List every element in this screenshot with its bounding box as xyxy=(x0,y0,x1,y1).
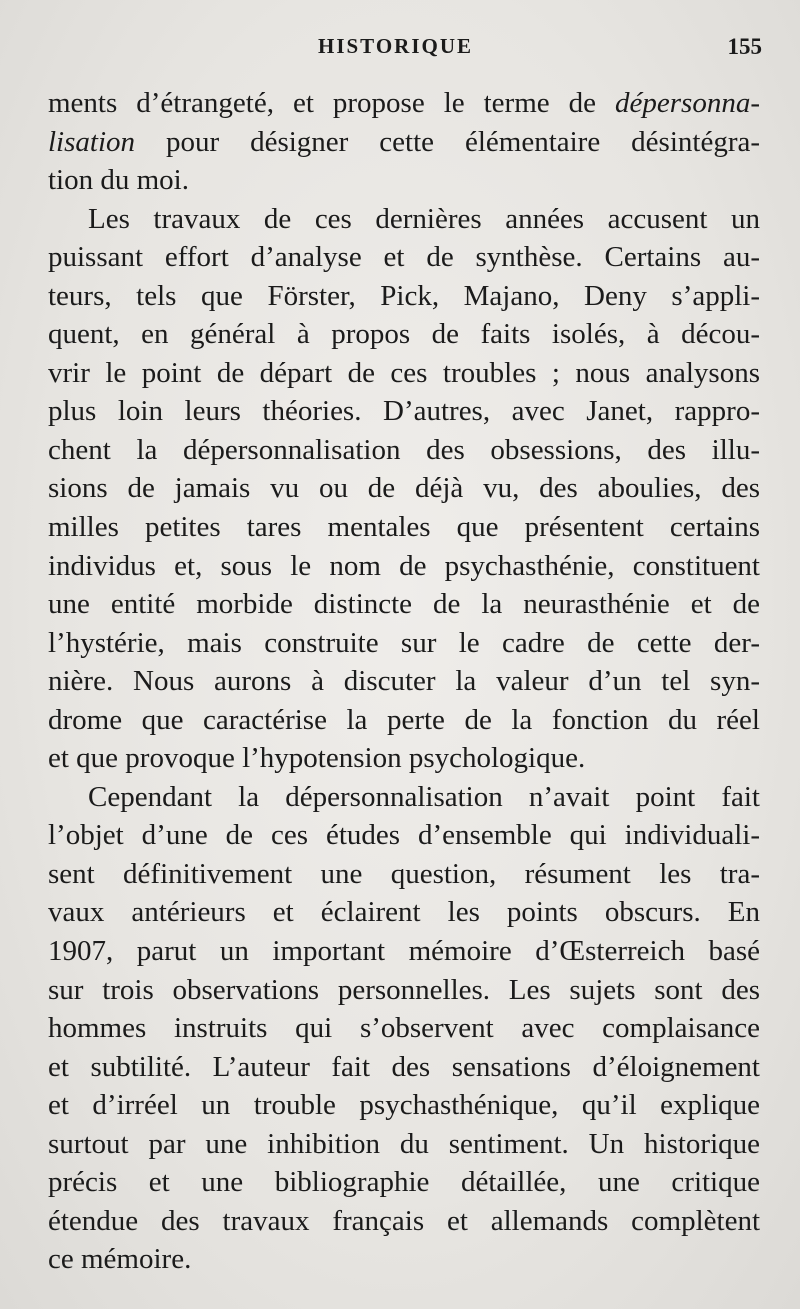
text-line: nière. Nous aurons à discuter la valeur d’un tel syn- xyxy=(48,665,760,698)
text-line: Cependant la dépersonnalisation n’avait point fait xyxy=(88,780,760,813)
text-line: drome que caractérise la perte de la fonction du réel xyxy=(48,703,760,736)
text-line: l’objet d’une de ces études d’ensemble qui individuali- xyxy=(48,819,760,852)
text-line: étendue des travaux français et allemands complètent xyxy=(48,1204,760,1237)
text-line: ce mémoire. xyxy=(48,1243,192,1276)
text-line: lisation pour désigner cette élémentaire désintégra- xyxy=(48,125,760,158)
page-header xyxy=(0,34,800,66)
text-line: et d’irréel un trouble psychasthénique, qu’il explique xyxy=(48,1089,760,1122)
text-line: ments d’étrangeté, et propose le terme de dépersonna- xyxy=(48,87,760,119)
text-line: puissant effort d’analyse et de synthèse. Certains au- xyxy=(48,241,760,274)
text-line: l’hystérie, mais construite sur le cadre de cette der- xyxy=(48,626,760,659)
text-line: et subtilité. L’auteur fait des sensations d’éloignement xyxy=(48,1050,760,1083)
text-line: surtout par une inhibition du sentiment. Un historique xyxy=(48,1127,760,1160)
text-line: individus et, sous le nom de psychasthénie, constituent xyxy=(48,549,760,582)
text-line: hommes instruits qui s’observent avec complaisance xyxy=(48,1012,760,1045)
text-line: milles petites tares mentales que présentent certains xyxy=(48,511,760,544)
text-line: chent la dépersonnalisation des obsessions, des illu- xyxy=(48,433,760,466)
text-line: et que provoque l’hypotension psychologique. xyxy=(48,742,586,775)
text-line: sions de jamais vu ou de déjà vu, des aboulies, des xyxy=(48,472,760,505)
text-line: plus loin leurs théories. D’autres, avec Janet, rappro- xyxy=(48,395,760,428)
text-line: Les travaux de ces dernières années accusent un xyxy=(88,202,760,235)
text-line: tion du moi. xyxy=(48,164,189,197)
text-line: une entité morbide distincte de la neurasthénie et de xyxy=(48,588,760,621)
running-head: HISTORIQUE xyxy=(318,34,473,58)
text-line: vaux antérieurs et éclairent les points obscurs. En xyxy=(48,896,760,929)
text-line: précis et une bibliographie détaillée, une critique xyxy=(48,1166,760,1199)
italic-term: lisation xyxy=(48,125,136,158)
text-line: sent définitivement une question, résument les tra- xyxy=(48,857,760,890)
text-line: vrir le point de départ de ces troubles ; nous analysons xyxy=(48,356,760,389)
text-line: teurs, tels que Förster, Pick, Majano, Deny s’appli- xyxy=(48,279,760,312)
text-line: quent, en général à propos de faits isolés, à décou- xyxy=(48,318,760,351)
text-line: 1907, parut un important mémoire d’Œsterreich basé xyxy=(48,935,760,968)
text-line: sur trois observations personnelles. Les sujets sont des xyxy=(48,973,760,1006)
body-text xyxy=(48,84,760,1279)
page-number: 155 xyxy=(727,34,762,59)
italic-term: dépersonna- xyxy=(615,87,760,119)
